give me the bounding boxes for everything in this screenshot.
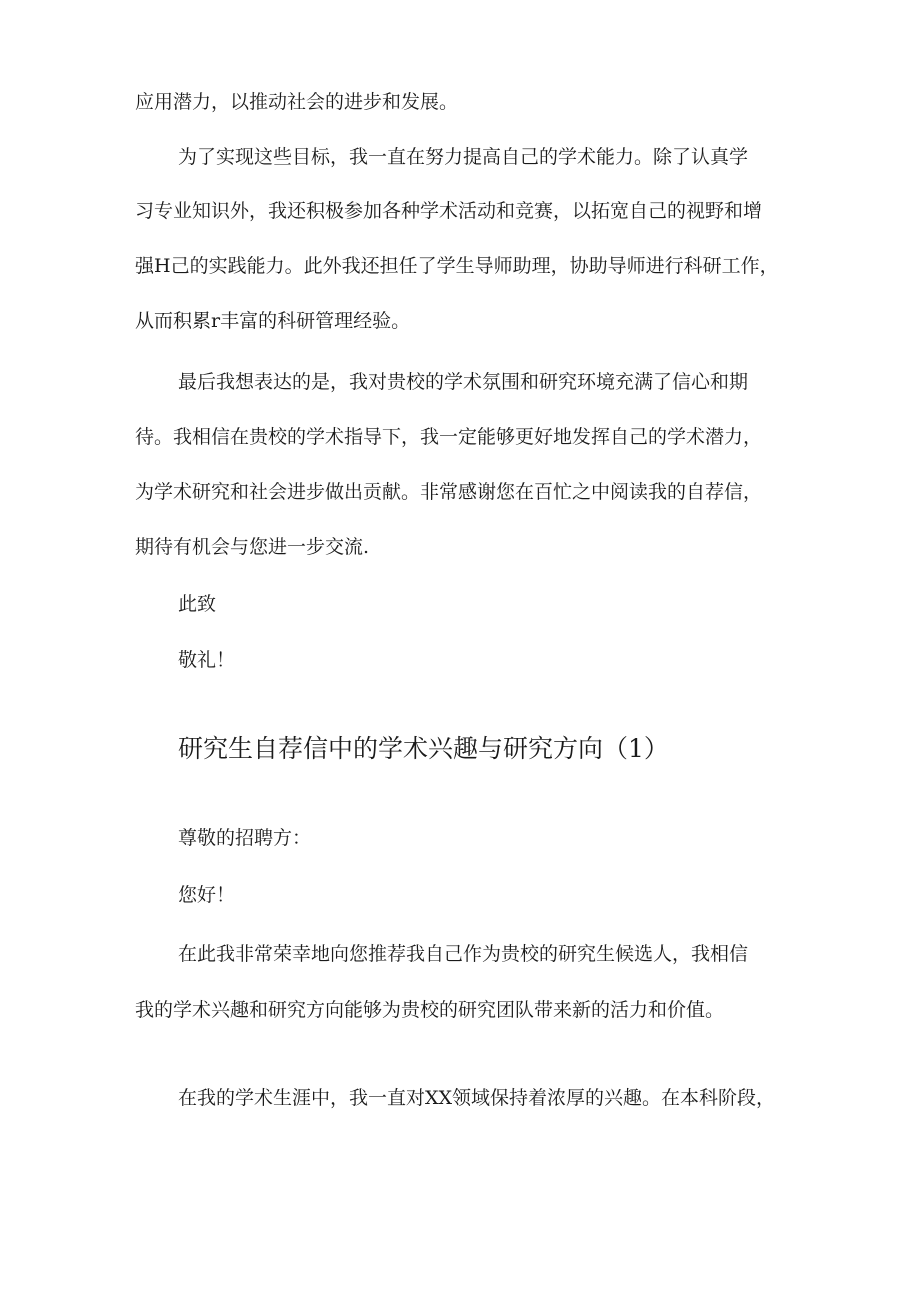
- paragraph-line: 强H己的实践能力。此外我还担任了学生导师助理，协助导师进行科研工作，: [135, 255, 779, 277]
- section-heading: 研究生自荐信中的学术兴趣与研究方向（1）: [178, 734, 669, 763]
- greeting-line: 尊敬的招聘方：: [178, 827, 312, 849]
- paragraph-line: 在我的学术生涯中，我一直对XX领域保持着浓厚的兴趣。在本科阶段，: [178, 1087, 776, 1109]
- paragraph-line: 最后我想表达的是，我对贵校的学术氛围和研究环境充满了信心和期: [178, 371, 749, 393]
- paragraph-line: 为学术研究和社会进步做出贡献。非常感谢您在百忙之中阅读我的自荐信，: [135, 481, 763, 503]
- closing-line: 此致: [178, 593, 217, 615]
- paragraph-line: 习专业知识外，我还积极参加各种学术活动和竞赛，以拓宽自己的视野和增: [135, 200, 763, 222]
- paragraph-line: 在此我非常荣幸地向您推荐我自己作为贵校的研究生候选人，我相信: [178, 943, 749, 965]
- paragraph-line: 从而积累r丰富的科研管理经验。: [135, 310, 411, 332]
- paragraph-line: 应用潜力，以推动社会的进步和发展。: [135, 91, 459, 113]
- paragraph-line: 待。我相信在贵校的学术指导下，我一定能够更好地发挥自己的学术潜力，: [135, 426, 763, 448]
- greeting-line: 您好！: [178, 884, 236, 906]
- paragraph-line: 为了实现这些目标，我一直在努力提高自己的学术能力。除了认真学: [178, 146, 749, 168]
- salutation-line: 敬礼！: [178, 649, 236, 671]
- paragraph-line: 我的学术兴趣和研究方向能够为贵校的研究团队带来新的活力和价值。: [135, 999, 725, 1021]
- paragraph-line: 期待有机会与您进一步交流.: [135, 536, 370, 558]
